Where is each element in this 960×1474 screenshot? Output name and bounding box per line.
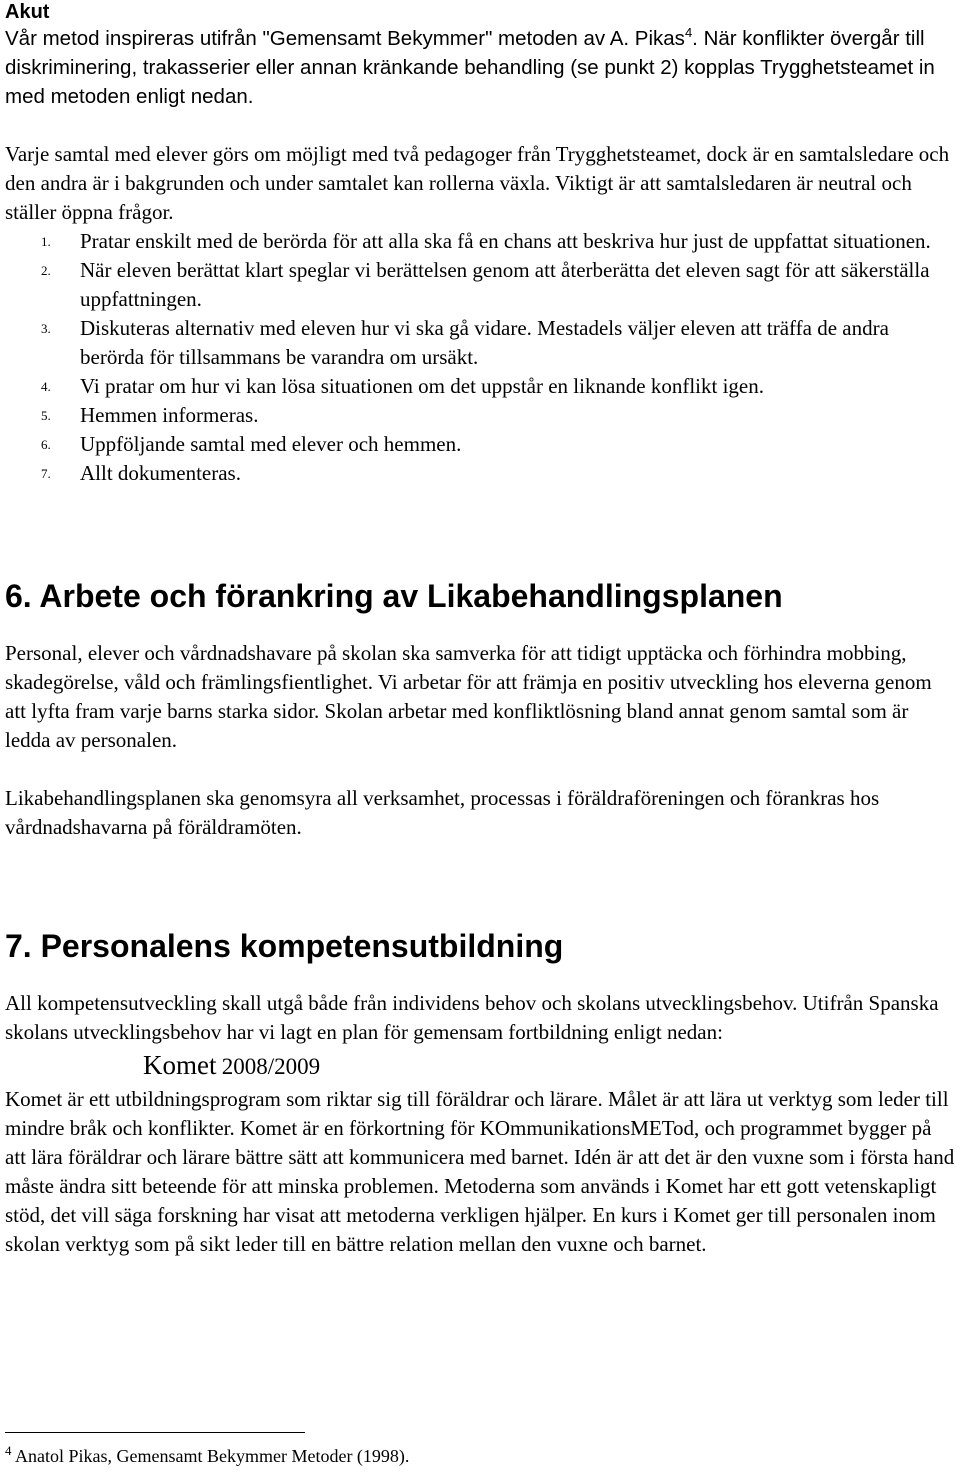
- section-6-paragraph-2: Likabehandlingsplanen ska genomsyra all verksamhet, processas i föräldraföreningen och förankras hos vårdnadshavarna på föräldramöten.: [5, 786, 880, 839]
- list-item-text: Hemmen informeras.: [80, 403, 259, 427]
- list-item-number: 2.: [41, 263, 51, 278]
- list-item-number: 4.: [41, 379, 51, 394]
- method-section: [5, 140, 957, 488]
- footnote-reference[interactable]: 4: [684, 25, 693, 41]
- list-item-text: När eleven berättat klart speglar vi berättelsen genom att återberätta det eleven sagt för att säkerställa uppfattningen.: [80, 258, 930, 311]
- list-item-number: 7.: [41, 466, 51, 481]
- list-item-text: Vi pratar om hur vi kan lösa situationen om det uppstår en liknande konflikt igen.: [80, 374, 765, 398]
- section-6-paragraph-1: Personal, elever och vårdnadshavare på skolan ska samverka för att tidigt upptäcka och förhindra mobbing, skadegörelse, våld och främlingsfientlighet. Vi arbetar för att främja en positiv utveckling hos eleverna genom att lyfta fram varje barns starka sidor. Skolan arbetar med konfliktlösning bland annat genom samtal som är ledda av personalen.: [5, 641, 932, 752]
- intro-paragraph: [5, 24, 957, 111]
- list-item-number: 3.: [41, 321, 51, 336]
- akut-heading: Akut: [5, 1, 50, 23]
- method-steps-list: [5, 227, 957, 488]
- list-item: [5, 459, 957, 488]
- list-item-number: 6.: [41, 437, 51, 452]
- intro-text-continued: . När konflikter övergår till diskriminering, trakasserier eller annan kränkande behandling (se punkt 2) kopplas Trygghetsteamet in med metoden enligt nedan.: [5, 27, 935, 108]
- list-item-text: Diskuteras alternativ med eleven hur vi ska gå vidare. Mestadels väljer eleven att träffa de andra berörda för tillsammans be varandra om ursäkt.: [80, 316, 889, 369]
- list-item-number: 1.: [41, 234, 51, 249]
- section-7-heading: 7. Personalens kompetensutbildning: [5, 928, 564, 964]
- list-item: [5, 401, 957, 430]
- footnote-number: 4: [5, 1443, 12, 1458]
- komet-year: 2008/2009: [221, 1054, 321, 1079]
- komet-name: Komet: [143, 1050, 217, 1080]
- list-item-text: Pratar enskilt med de berörda för att alla ska få en chans att beskriva hur just de uppfattat situationen.: [80, 229, 931, 253]
- list-item-number: 5.: [41, 408, 51, 423]
- list-item: [5, 314, 957, 372]
- list-item: [5, 430, 957, 459]
- list-item-text: Uppföljande samtal med elever och hemmen.: [80, 432, 462, 456]
- method-paragraph: Varje samtal med elever görs om möjligt med två pedagoger från Trygghetsteamet, dock är en samtalsledare och den andra är i bakgrunden och under samtalet kan rollerna växla. Viktigt är att samtalsledaren är neutral och ställer öppna frågor.: [5, 142, 950, 224]
- list-item: [5, 256, 957, 314]
- list-item: [5, 227, 957, 256]
- footnote: [5, 1444, 409, 1468]
- footnote-text: Anatol Pikas, Gemensamt Bekymmer Metoder (1998).: [11, 1446, 410, 1466]
- footnote-divider: [5, 1432, 305, 1433]
- komet-paragraph: Komet är ett utbildningsprogram som riktar sig till föräldrar och lärare. Målet är att lära ut verktyg som leder till mindre bråk och konflikter. Komet är en förkortning för KOmmunikationsMETod, och programmet bygger på att lära föräldrar och lärare bättre sätt att kommunicera med barnet. Idén är att det är den vuxne som i första hand måste ändra sitt beteende för att minska problemen. Metoderna som används i Komet har ett gott vetenskapligt stöd, det vill säga forskning har visat att metoderna verkligen hjälper. En kurs i Komet ger till personalen inom skolan verktyg som på sikt leder till en bättre relation mellan den vuxne och barnet.: [5, 1087, 955, 1256]
- document-page: [5, 0, 957, 1259]
- intro-text: Vår metod inspireras utifrån "Gemensamt Bekymmer" metoden av A. Pikas: [5, 27, 685, 50]
- section-6-heading: 6. Arbete och förankring av Likabehandlingsplanen: [5, 578, 783, 614]
- list-item-text: Allt dokumenteras.: [80, 461, 241, 485]
- komet-heading: [143, 1047, 957, 1085]
- list-item: [5, 372, 957, 401]
- section-7-intro: All kompetensutveckling skall utgå både från individens behov och skolans utvecklingsbehov. Utifrån Spanska skolans utvecklingsbehov har vi lagt en plan för gemensam fortbildning enligt nedan:: [5, 991, 939, 1044]
